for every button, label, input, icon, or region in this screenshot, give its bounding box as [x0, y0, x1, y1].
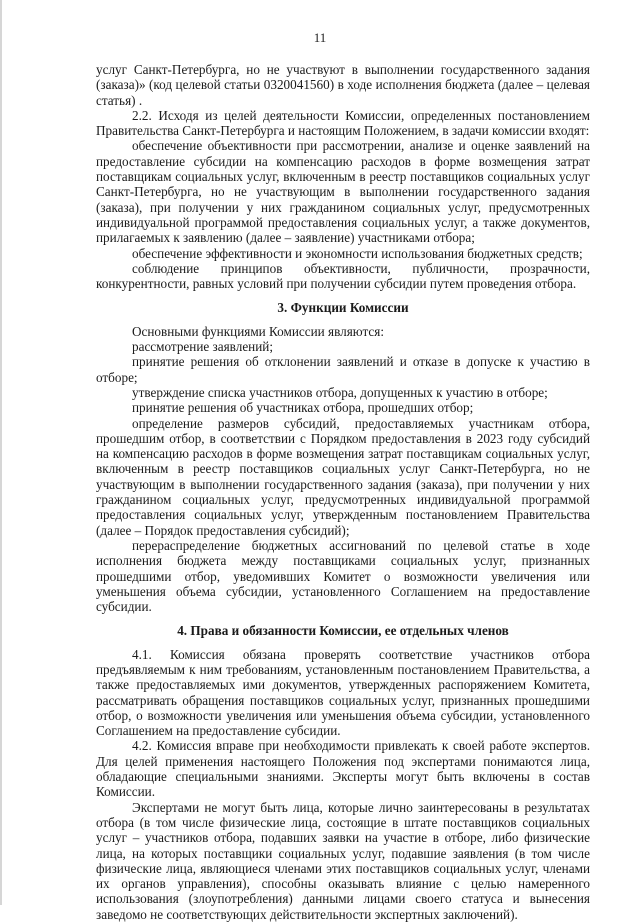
page-number: 11 [313, 30, 327, 45]
paragraph-function-redistribution: перераспределение бюджетных ассигнований по целевой статье в ходе исполнения бюджета между поставщиками социальных услуг, признанных прошедшими отбор, уведомивших Комитет о возможности увеличения или уменьшения объема субсидии, установленного Соглашением на предоставление субсидии. [96, 537, 590, 615]
paragraph-4-2: 4.2. Комиссия вправе при необходимости привлекать к своей работе экспертов. Для целей применения настоящего Положения под экспертами понимаются лица, обладающие специальными знаниями. Эксперты могут быть включены в состав Комиссии. [96, 738, 590, 800]
section-3-heading: 3. Функции Комиссии [277, 300, 409, 316]
paragraph-continuation: услуг Санкт-Петербурга, но не участвуют в выполнении государственного задания (заказа)» (код целевой статьи 0320041560) в ходе исполнения бюджета (далее – целевая статья) . [96, 62, 590, 108]
paragraph-4-1: 4.1. Комиссия обязана проверять соответствие участников отбора предъявляемым к ним требованиям, установленным постановлением Правительства, а также предоставляемых ими документов, утвержденных распоряжением Комитета, рассматривать обращения поставщиков социальных услуг, признанных прошедшими отбор, о возможности увеличения или уменьшения объема субсидии, установленного Соглашением на предоставление субсидии. [96, 646, 590, 739]
document-body [96, 62, 590, 922]
paragraph-2-2: 2.2. Исходя из целей деятельности Комиссии, определенных постановлением Правительства Санкт-Петербурга и настоящим Положением, в задачи комиссии входят: [96, 107, 590, 139]
page-edge-shadow [0, 0, 2, 905]
section-4-heading: 4. Права и обязанности Комиссии, ее отдельных членов [177, 623, 509, 639]
paragraph-functions-intro: Основными функциями Комиссии являются: [132, 323, 384, 339]
paragraph-function-review: рассмотрение заявлений; [132, 339, 274, 355]
paragraph-task-objectivity: обеспечение объективности при рассмотрении, анализе и оценке заявлений на предоставление субсидии на компенсацию расходов в форме возмещения затрат поставщикам социальных услуг, включенным в реестр поставщиков социальных услуг Санкт-Петербурга, но не участвующим в выполнении государственного задания (заказа), при получении у них гражданином социальных услуг, предусмотренных индивидуальной программой предоставления социальных услуг, а также документов, прилагаемых к заявлению (далее – заявление) участниками отбора; [96, 138, 590, 246]
paragraph-task-principles: соблюдение принципов объективности, публичности, прозрачности, конкурентности, равных условий при получении субсидии путем проведения отбора. [96, 260, 590, 292]
paragraph-experts: Экспертами не могут быть лица, которые лично заинтересованы в результатах отбора (в том числе физические лица, состоящие в штате поставщиков социальных услуг – участников отбора, подавших заявки на участие в отборе, либо физические лица, на которых поставщики социальных услуг, подавшие заявления (в том числе физические лица, являющиеся членами этих поставщиков социальных услуг, членами их органов управления), способны оказывать влияние с целью намеренного использования (злоупотребления) данными лицами своего статуса и вынесения заведомо не соответствующих действительности экспертных заключений). [96, 799, 590, 922]
paragraph-task-efficiency: обеспечение эффективности и экономности использования бюджетных средств; [132, 245, 583, 261]
paragraph-function-amounts: определение размеров субсидий, предоставляемых участникам отбора, прошедшим отбор, в соответствии с Порядком предоставления в 2023 году субсидий на компенсацию расходов в форме возмещения затрат поставщикам социальных услуг, включенным в реестр поставщиков социальных услуг Санкт-Петербурга, но не участвующим в выполнении государственного задания (заказа), при получении у них гражданином социальных услуг, предусмотренных индивидуальной программой предоставления социальных услуг, утвержденным постановлением Правительства (далее – Порядок предоставления субсидий); [96, 415, 590, 538]
paragraph-function-approve-list: утверждение списка участников отбора, допущенных к участию в отборе; [132, 384, 548, 400]
paragraph-function-winners: принятие решения об участниках отбора, прошедших отбор; [132, 400, 474, 416]
paragraph-function-reject: принятие решения об отклонении заявлений и отказе в допуске к участию в отборе; [96, 354, 590, 385]
